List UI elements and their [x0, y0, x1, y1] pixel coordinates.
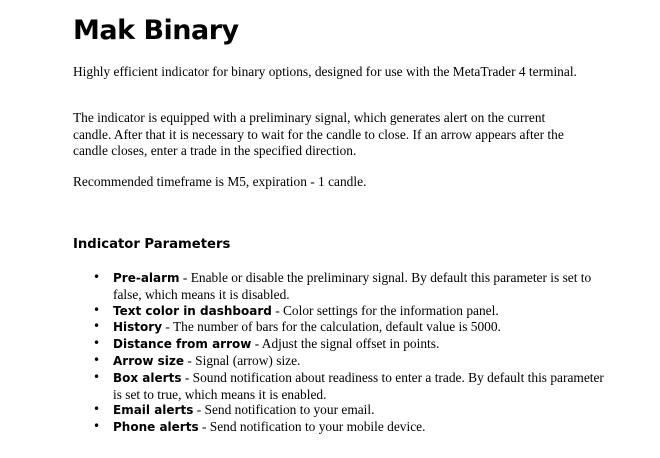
- parameter-name: Email alerts: [113, 403, 194, 418]
- parameter-name: Arrow size: [113, 353, 185, 368]
- bullet-icon: •: [93, 369, 101, 384]
- list-item: [93, 402, 613, 419]
- parameters-heading: Indicator Parameters: [73, 237, 231, 252]
- bullet-icon: •: [93, 319, 101, 334]
- parameter-name: Box alerts: [113, 370, 182, 385]
- parameter-description: - Enable or disable the preliminary signal. By default this parameter is set to false, which means it is disabled.: [113, 270, 592, 302]
- parameter-name: Text color in dashboard: [113, 303, 272, 318]
- parameter-description: - The number of bars for the calculation, default value is 5000.: [162, 319, 501, 335]
- parameter-description: - Send notification to your mobile device.: [198, 419, 426, 435]
- bullet-icon: •: [93, 419, 101, 434]
- timeframe-paragraph: Recommended timeframe is M5, expiration - 1 candle.: [73, 174, 367, 189]
- parameter-name: Phone alerts: [113, 420, 199, 435]
- list-item: [93, 336, 613, 353]
- page-title: Mak Binary: [73, 15, 239, 46]
- bullet-icon: •: [93, 336, 101, 351]
- list-item: [93, 353, 613, 370]
- parameters-list: [93, 270, 613, 436]
- bullet-icon: •: [93, 402, 101, 417]
- parameter-name: History: [113, 320, 163, 335]
- list-item: [93, 370, 613, 403]
- parameter-name: Distance from arrow: [113, 337, 252, 352]
- parameter-description: - Adjust the signal offset in points.: [251, 336, 440, 352]
- list-item: [93, 303, 613, 320]
- bullet-icon: •: [93, 302, 101, 317]
- signal-paragraph: The indicator is equipped with a preliminary signal, which generates alert on the current candle. After that it is necessary to wait for the candle to close. If an arrow appears after the candle closes, enter a trade in the specified direction.: [73, 110, 564, 158]
- parameter-description: - Send notification to your email.: [193, 402, 375, 418]
- list-item: [93, 419, 613, 436]
- parameter-description: - Signal (arrow) size.: [184, 352, 301, 368]
- parameter-name: Pre-alarm: [113, 271, 180, 285]
- parameter-description: - Color settings for the information panel.: [271, 302, 499, 318]
- bullet-icon: •: [93, 270, 101, 284]
- intro-paragraph: Highly efficient indicator for binary options, designed for use with the MetaTrader 4 terminal.: [73, 64, 577, 79]
- list-item: [93, 319, 613, 336]
- bullet-icon: •: [93, 352, 101, 367]
- parameter-description: - Sound notification about readiness to enter a trade. By default this parameter is set to true, which means it is enabled.: [113, 369, 604, 402]
- list-item: [93, 270, 613, 303]
